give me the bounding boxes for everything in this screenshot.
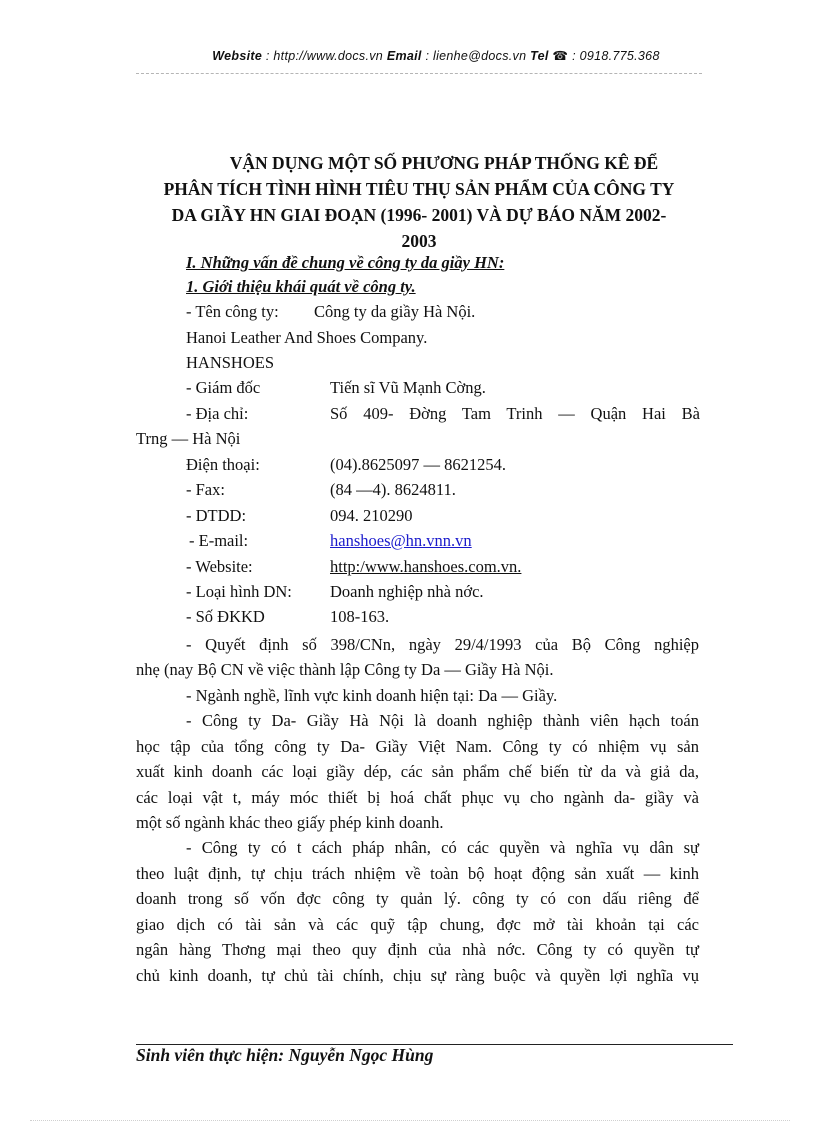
email-label: - E-mail:: [189, 531, 249, 550]
legal-line-3: doanh trong số vốn đợc công ty quản lý. công ty có con dấu riêng để: [136, 889, 699, 908]
director-value: Tiến sĩ Vũ Mạnh Cờng.: [330, 378, 486, 397]
legal-line-2: theo luật định, tự chịu trách nhiệm về toàn bộ hoạt động sản xuất — kinh: [136, 864, 699, 883]
phone-value: (04).8625097 — 8621254.: [330, 455, 506, 474]
phone-icon: ☎: [552, 49, 569, 63]
registration-label: - Số ĐKKD: [186, 607, 265, 626]
title-line-1: VẬN DỤNG MỘT SỐ PHƯƠNG PHÁP THỐNG KÊ ĐỂ: [229, 153, 659, 173]
company-name-label: - Tên công ty:: [186, 302, 279, 321]
document-title: [136, 150, 702, 254]
header-tel-value: 0918.775.368: [579, 49, 660, 63]
business-type-label: - Loại hình DN:: [186, 582, 292, 601]
company-english-name: Hanoi Leather And Shoes Company.: [186, 328, 428, 347]
decision-line-1: - Quyết định số 398/CNn, ngày 29/4/1993 của Bộ Công nghiệp: [186, 635, 699, 654]
website-link[interactable]: http:/www.hanshoes.com.vn.: [330, 557, 522, 576]
member-line-4: các loại vật t, máy móc thiết bị hoá chất phục vụ cho ngành da- giầy và: [136, 788, 699, 807]
section-heading-1-1: 1. Giới thiệu khái quát về công ty.: [186, 277, 416, 296]
page-header: [136, 48, 736, 63]
header-sep: :: [262, 49, 274, 63]
legal-line-1: - Công ty có t cách pháp nhân, có các quyền và nghĩa vụ dân sự: [186, 838, 699, 857]
page-bottom-divider: [30, 1120, 790, 1121]
phone-label: Điện thoại:: [186, 455, 260, 474]
legal-line-5: ngân hàng Thơng mại theo quy định của nhà nớc. Công ty có quyền tự: [136, 940, 699, 959]
business-type-value: Doanh nghiệp nhà nớc.: [330, 582, 484, 601]
fax-value: (84 —4). 8624811.: [330, 480, 456, 499]
decision-line-2: nhẹ (nay Bộ CN về việc thành lập Công ty Da — Giầy Hà Nội.: [136, 660, 554, 679]
header-email-label: Email: [386, 49, 422, 63]
title-line-3: DA GIẦY HN GIAI ĐOẠN (1996- 2001) VÀ DỰ BÁO NĂM 2002-: [171, 205, 667, 225]
legal-line-6: chủ kinh doanh, tự chủ tài chính, chịu sự ràng buộc và quyền lợi nghĩa vụ: [136, 966, 699, 985]
address-continued: Trng — Hà Nội: [136, 429, 241, 448]
member-line-1: - Công ty Da- Giầy Hà Nội là doanh nghiệp thành viên hạch toán: [186, 711, 699, 730]
company-name-value: Công ty da giầy Hà Nội.: [314, 302, 476, 321]
header-website-value[interactable]: http://www.docs.vn: [273, 49, 384, 63]
title-line-2: PHÂN TÍCH TÌNH HÌNH TIÊU THỤ SẢN PHẨM CỦA CÔNG TY: [163, 179, 675, 199]
email-link[interactable]: hanshoes@hn.vnn.vn: [330, 531, 472, 550]
header-sep: :: [568, 49, 580, 63]
registration-value: 108-163.: [330, 607, 390, 626]
member-line-5: một số ngành khác theo giấy phép kinh doanh.: [136, 813, 444, 832]
member-line-3: xuất kinh doanh các loại giầy dép, các sản phẩm chế biến từ da và giả da,: [136, 762, 699, 781]
mobile-label: - DTDD:: [186, 506, 247, 525]
legal-line-4: giao dịch có tài sản và các quỹ tập chung, đợc mở tài khoản tại các: [136, 915, 699, 934]
director-label: - Giám đốc: [186, 378, 261, 397]
header-divider: [136, 73, 702, 74]
header-email-value[interactable]: lienhe@docs.vn: [433, 49, 527, 63]
address-value: Số 409- Đờng Tam Trinh — Quận Hai Bà: [330, 404, 700, 423]
website-label: - Website:: [186, 557, 253, 576]
company-short-name: HANSHOES: [186, 353, 275, 372]
footer-student: Sinh viên thực hiện: Nguyễn Ngọc Hùng: [136, 1045, 434, 1065]
member-line-2: học tập của tổng công ty Da- Giầy Việt Nam. Công ty có nhiệm vụ sản: [136, 737, 699, 756]
industry-paragraph: - Ngành nghề, lĩnh vực kinh doanh hiện tại: Da — Giầy.: [186, 686, 558, 705]
header-sep: :: [421, 49, 434, 63]
mobile-value: 094. 210290: [330, 506, 413, 525]
address-label: - Địa chỉ:: [186, 404, 249, 423]
title-line-4: 2003: [401, 231, 437, 251]
header-website-label: Website: [212, 49, 263, 63]
header-tel-label: Tel: [530, 49, 549, 63]
fax-label: - Fax:: [186, 480, 225, 499]
section-heading-1: I. Những vấn đề chung về công ty da giầy HN:: [186, 253, 505, 272]
